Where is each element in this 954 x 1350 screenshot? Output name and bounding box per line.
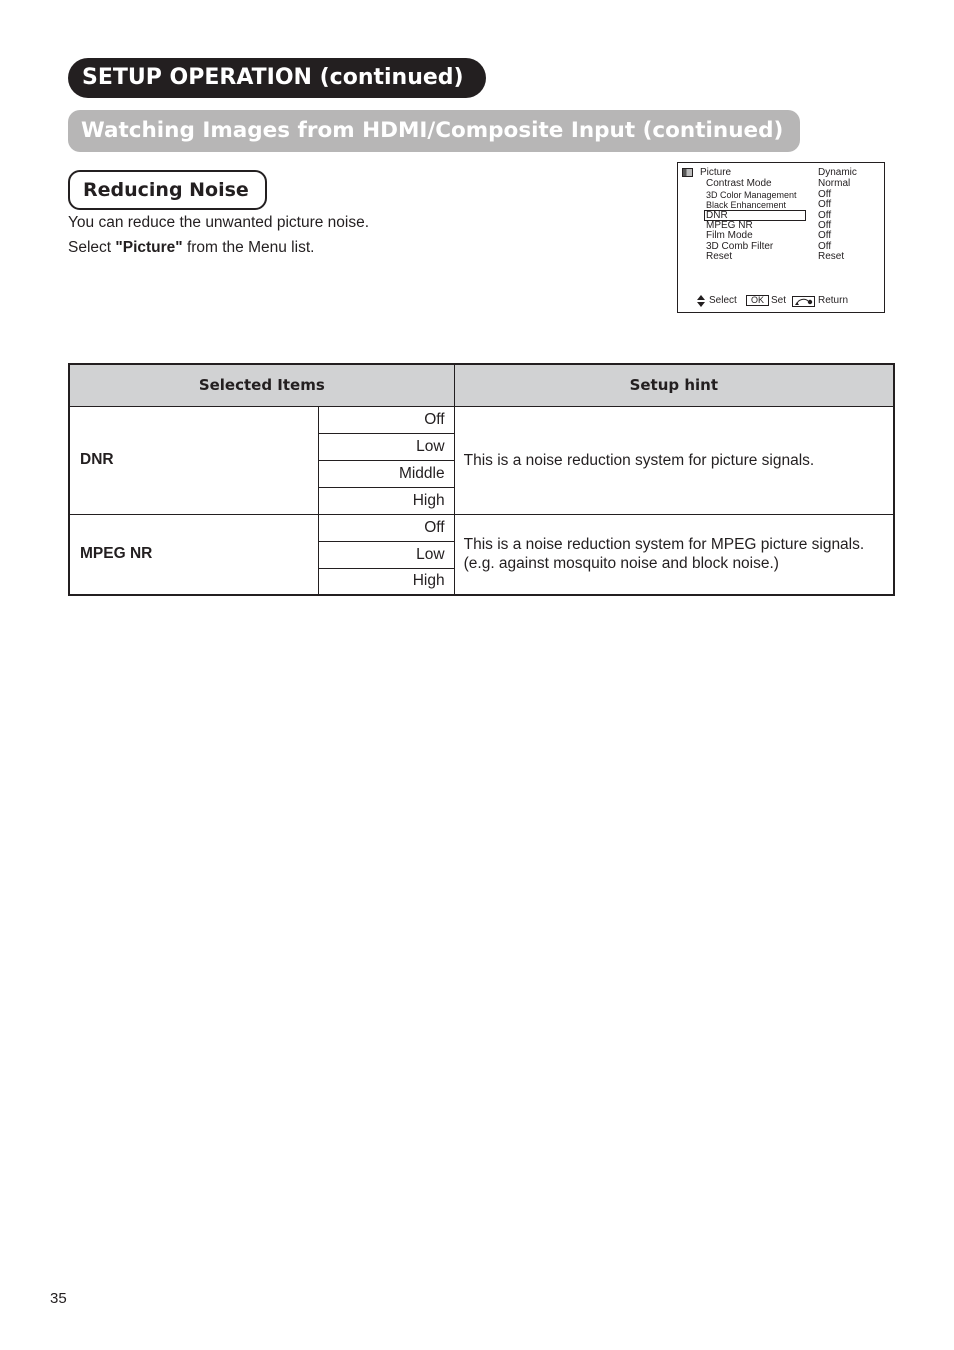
osd-item-value: Off: [818, 220, 832, 231]
osd-item-label: Black Enhancement: [706, 200, 787, 210]
option-cell: High: [318, 487, 454, 514]
section-banner: [68, 110, 800, 152]
item-name-mpeg-nr: MPEG NR: [69, 514, 318, 595]
picture-menu-icon: [682, 168, 693, 177]
option-cell: Off: [318, 514, 454, 541]
table-row: [69, 514, 894, 541]
osd-item-value: Off: [818, 230, 832, 241]
hint-line: (e.g. against mosquito noise and block noise.): [463, 555, 779, 573]
osd-item-label: 3D Comb Filter: [706, 241, 774, 252]
osd-item-value: Off: [818, 189, 832, 200]
osd-item-label: 3D Color Management: [706, 190, 797, 200]
settings-table: [68, 363, 895, 596]
osd-menu-title-value: Dynamic: [818, 167, 857, 178]
osd-item-value: Reset: [818, 251, 845, 262]
osd-item-label: Reset: [706, 251, 733, 262]
table-header-row: [69, 364, 894, 406]
column-header-selected-items: Selected Items: [69, 364, 454, 406]
menu-name: "Picture": [115, 239, 183, 256]
hint-line: This is a noise reduction system for MPEG picture signals.: [463, 536, 865, 554]
ok-key-icon: OK: [746, 295, 769, 306]
option-cell: Low: [318, 541, 454, 568]
page-number: 35: [50, 1290, 67, 1307]
osd-footer-set: Set: [771, 295, 787, 306]
osd-item-label: MPEG NR: [706, 220, 753, 231]
setup-hint-mpeg-nr: [454, 514, 894, 595]
osd-item-value: Off: [818, 199, 832, 210]
option-cell: Low: [318, 433, 454, 460]
osd-item-label-selected: DNR: [706, 210, 728, 221]
return-key-icon: [792, 296, 815, 307]
subsection-heading: Reducing Noise: [68, 170, 267, 210]
osd-item-value: Normal: [818, 178, 851, 189]
osd-item-value: Off: [818, 241, 832, 252]
column-header-setup-hint: Setup hint: [454, 364, 894, 406]
intro-text: You can reduce the unwanted picture noise.: [68, 214, 370, 231]
osd-footer-return: Return: [818, 295, 849, 306]
item-name-dnr: DNR: [69, 406, 318, 514]
page-title: SETUP OPERATION (continued): [82, 65, 464, 90]
option-cell: High: [318, 568, 454, 595]
page-title-banner: [68, 58, 486, 98]
table-row: [69, 406, 894, 433]
osd-footer-select: Select: [709, 295, 737, 306]
up-down-arrows-icon: [697, 295, 705, 307]
option-cell: Off: [318, 406, 454, 433]
osd-item-label: Film Mode: [706, 230, 753, 241]
osd-picture-menu: [677, 162, 885, 313]
osd-menu-title: Picture: [700, 167, 732, 178]
section-heading: Watching Images from HDMI/Composite Input (continued): [81, 118, 784, 143]
osd-item-label: Contrast Mode: [706, 178, 772, 189]
osd-item-value: Off: [818, 210, 832, 221]
intro-instruction: Select "Picture" from the Menu list.: [68, 239, 315, 256]
setup-hint-dnr: This is a noise reduction system for picture signals.: [454, 406, 894, 514]
option-cell: Middle: [318, 460, 454, 487]
